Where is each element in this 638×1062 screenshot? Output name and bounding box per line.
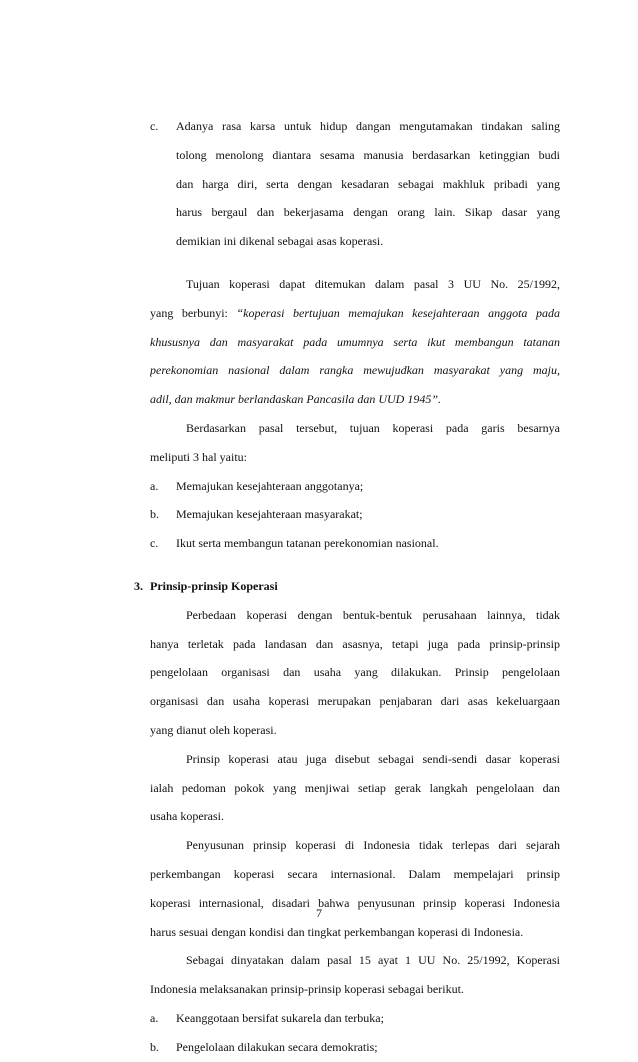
text-line: koperasi internasional, disadari bahwa penyusunan prinsip koperasi Indonesia <box>150 895 560 910</box>
list-item-text: Ikut serta membangun tatanan perekonomian nasional. <box>176 536 439 551</box>
text-line: Tujuan koperasi dapat ditemukan dalam pasal 3 UU No. 25/1992, <box>186 276 560 291</box>
list-marker: a. <box>150 478 159 493</box>
paragraph-2 <box>150 745 560 831</box>
list-marker: c. <box>150 536 159 551</box>
text-line: pengelolaan organisasi dan usaha yang dilakukan. Prinsip pengelolaan <box>150 665 560 680</box>
quote-span: adil, dan makmur berlandaskan Pancasila dan UUD 1945”. <box>150 392 441 407</box>
paragraph-1 <box>150 601 560 745</box>
text-line: Penyusunan prinsip koperasi di Indonesia tidak terlepas dari sejarah <box>186 838 560 853</box>
spacer <box>150 558 560 572</box>
text-line: yang dianut oleh koperasi. <box>150 722 277 737</box>
list-item <box>150 1004 560 1033</box>
list-item <box>150 500 560 529</box>
text-line: meliputi 3 hal yaitu: <box>150 449 247 464</box>
list-item <box>150 529 560 558</box>
text-line: Berdasarkan pasal tersebut, tujuan koperasi pada garis besarnya <box>186 420 560 435</box>
list-marker: c. <box>150 119 159 133</box>
page-number: 7 <box>316 906 322 920</box>
text-line <box>150 112 560 141</box>
heading-title: Prinsip-prinsip Koperasi <box>150 578 278 593</box>
text-line: organisasi dan usaha koperasi merupakan penjabaran dari asas kekeluargaan <box>150 694 560 709</box>
text-line <box>150 328 560 357</box>
heading-number: 3. <box>134 578 143 593</box>
section-heading <box>134 572 560 601</box>
list-marker: a. <box>150 1010 159 1025</box>
text-line: hanya terletak pada landasan dan asasnya, tetapi juga pada prinsip-prinsip <box>150 636 560 651</box>
list-marker: b. <box>150 507 159 522</box>
text-line: Perbedaan koperasi dengan bentuk-bentuk perusahaan lainnya, tidak <box>186 607 560 622</box>
text-span: yang berbunyi: <box>150 305 237 320</box>
text-line: Sebagai dinyatakan dalam pasal 15 ayat 1 UU No. 25/1992, Koperasi <box>186 953 560 968</box>
text-line <box>150 385 560 414</box>
paragraph-4 <box>150 946 560 1061</box>
list-item-text: Memajukan kesejahteraan anggotanya; <box>176 478 364 493</box>
list-item <box>150 472 560 501</box>
text-line: harus sesuai dengan kondisi dan tingkat perkembangan koperasi di Indonesia. <box>150 924 524 939</box>
quote-span: “koperasi bertujuan memajukan kesejahteraan anggota pada <box>236 305 560 320</box>
text-line: demikian ini dikenal sebagai asas koperasi. <box>176 234 384 249</box>
text-line: Prinsip koperasi atau juga disebut sebagai sendi-sendi dasar koperasi <box>186 751 560 766</box>
paragraph-tujuan <box>150 270 560 414</box>
text-line: tolong menolong diantara sesama manusia berdasarkan ketinggian budi <box>176 147 560 162</box>
list-item <box>150 1033 560 1062</box>
text-line <box>150 356 560 385</box>
text-line: Indonesia melaksanakan prinsip-prinsip koperasi sebagai berikut. <box>150 982 464 997</box>
text-line: perkembangan koperasi secara internasional. Dalam mempelajari prinsip <box>150 866 560 881</box>
list-item-text: Memajukan kesejahteraan masyarakat; <box>176 507 363 522</box>
text-span: Adanya rasa karsa untuk hidup dangan mengutamakan tindakan saling <box>176 119 560 133</box>
text-line: dan harga diri, serta dengan kesadaran sebagai makhluk pribadi yang <box>176 176 560 191</box>
list-item-text: Keanggotaan bersifat sukarela dan terbuka; <box>176 1010 384 1025</box>
text-line <box>150 299 560 328</box>
paragraph-3 <box>150 831 560 946</box>
paragraph-berdasarkan <box>150 414 560 558</box>
spacer <box>150 256 560 270</box>
text-line: usaha koperasi. <box>150 809 224 824</box>
list-item-text: Pengelolaan dilakukan secara demokratis; <box>176 1039 378 1054</box>
text-line: ialah pedoman pokok yang menjiwai setiap gerak langkah pengelolaan dan <box>150 780 560 795</box>
text-line: harus bergaul dan bekerjasama dengan orang lain. Sikap dasar yang <box>176 205 560 220</box>
quote-span: khususnya dan masyarakat pada umumnya serta ikut membangun tatanan <box>150 334 560 349</box>
list-marker: b. <box>150 1039 159 1054</box>
quote-span: perekonomian nasional dalam rangka mewujudkan masyarakat yang maju, <box>150 363 560 378</box>
list-item-c <box>150 112 560 256</box>
